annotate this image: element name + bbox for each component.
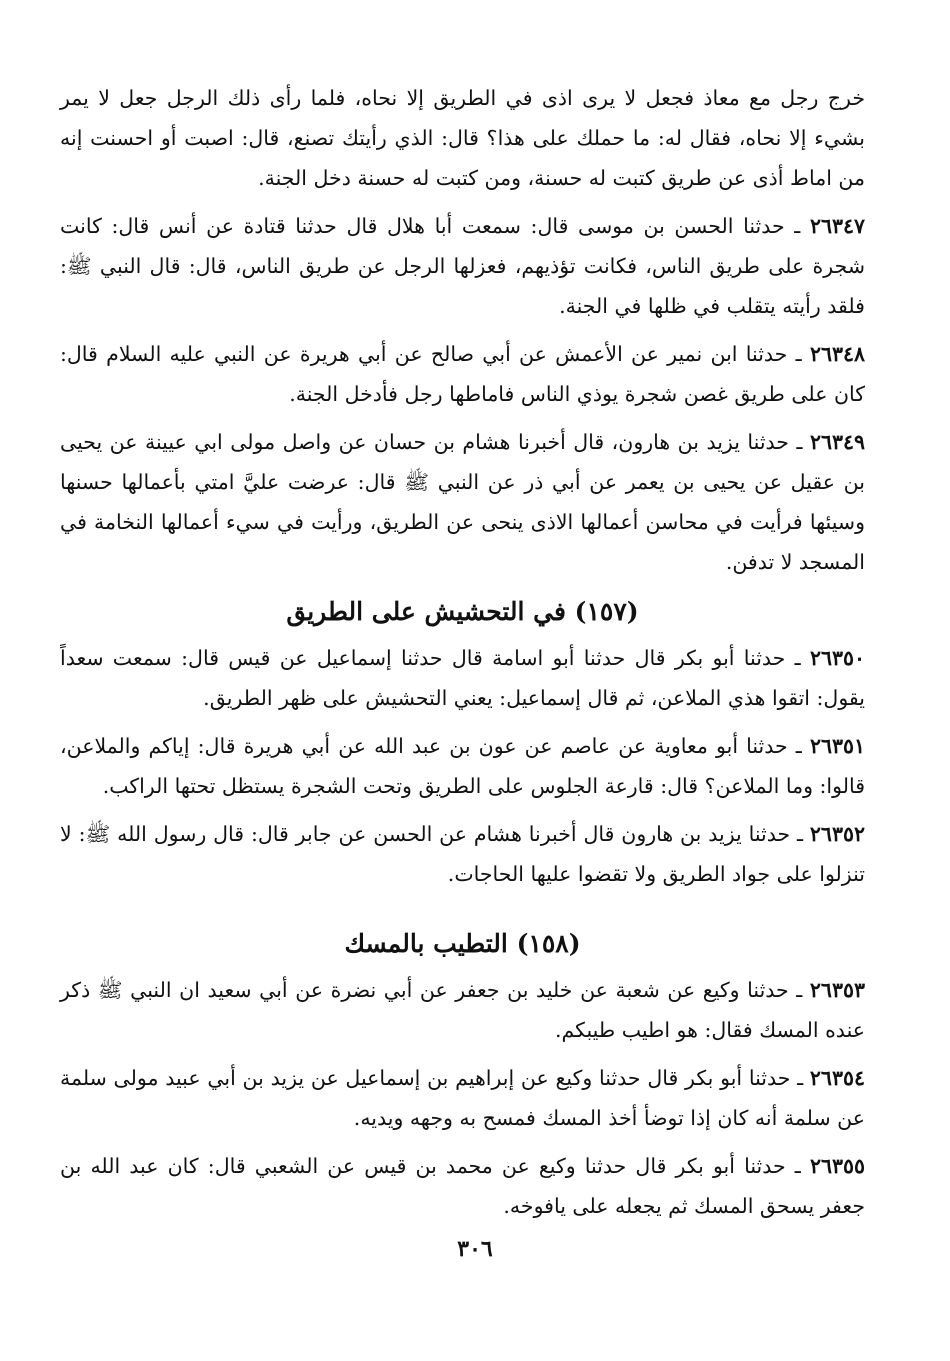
hadith-text: ـ حدثنا أبو بكر قال حدثنا وكيع عن إبراهيم بن إسماعيل عن يزيد بن أبي عبيد مولى سلمة عن سلمة أنه كان إذا توضأ أخذ المسك فمسح به وجهه ويديه. <box>60 1066 865 1130</box>
hadith-number: ٢٦٣٥٠ <box>809 646 865 670</box>
section-heading-157: (١٥٧) في التحشيش على الطريق <box>286 597 639 626</box>
hadith-26348 <box>60 334 865 414</box>
paragraph-text: خرج رجل مع معاذ فجعل لا يرى اذى في الطريق إلا نحاه، فلما رأى ذلك الرجل جعل لا يمر بشيء إلا نحاه، فقال له: ما حملك على هذا؟ قال: الذي رأيتك تصنع، قال: اصبت أو احسنت إنه من اماط أذى عن طريق كتبت له حسنة، ومن كتبت له حسنة دخل الجنة. <box>60 86 865 190</box>
hadith-number: ٢٦٣٥٥ <box>809 1154 865 1178</box>
hadith-26347 <box>60 206 865 326</box>
hadith-26352 <box>60 814 865 894</box>
section-heading-158: (١٥٨) التطيب بالمسك <box>344 929 581 958</box>
hadith-text: ـ حدثنا ابن نمير عن الأعمش عن أبي صالح عن أبي هريرة عن النبي عليه السلام قال: كان على طريق غصن شجرة يوذي الناس فاماطها رجل فأدخل الجنة. <box>60 342 865 406</box>
hadith-number: ٢٦٣٤٩ <box>809 430 865 454</box>
paragraph-continuation <box>60 78 865 198</box>
page-number: ٣٠٦ <box>457 1236 493 1262</box>
hadith-26351 <box>60 726 865 806</box>
hadith-text: ـ حدثنا أبو بكر قال حدثنا أبو اسامة قال حدثنا إسماعيل عن قيس قال: سمعت سعداً يقول: اتقوا هذي الملاعن، ثم قال إسماعيل: يعني التحشيش على ظهر الطريق. <box>60 646 865 710</box>
hadith-text: ـ حدثنا يزيد بن هارون، قال أخبرنا هشام بن حسان عن واصل مولى ابي عيينة عن يحيى بن عقيل عن يحيى بن يعمر عن أبي ذر عن النبي ﷺ قال: عرضت عليَّ امتي بأعمالها حسنها وسيئها فرأيت في محاسن أعمالها الاذى ينحى عن الطريق، ورأيت في سيء أعمالها النخامة في المسجد لا تدفن. <box>60 430 865 574</box>
hadith-text: ـ حدثنا يزيد بن هارون قال أخبرنا هشام عن الحسن عن جابر قال: قال رسول الله ﷺ: لا تنزلوا على جواد الطريق ولا تقضوا عليها الحاجات. <box>60 822 865 886</box>
hadith-number: ٢٦٣٥٢ <box>809 822 865 846</box>
hadith-26350 <box>60 638 865 718</box>
hadith-26355 <box>60 1146 865 1226</box>
hadith-text: ـ حدثنا الحسن بن موسى قال: سمعت أبا هلال قال حدثنا قتادة عن أنس قال: كانت شجرة على طريق الناس، فكانت تؤذيهم، فعزلها الرجل عن طريق الناس، قال: قال النبي ﷺ: فلقد رأيته يتقلب في ظلها في الجنة. <box>60 214 865 318</box>
page-content <box>60 78 865 1234</box>
hadith-text: ـ حدثنا وكيع عن شعبة عن خليد بن جعفر عن أبي نضرة عن أبي سعيد ان النبي ﷺ ذكر عنده المسك فقال: هو اطيب طيبكم. <box>60 978 865 1042</box>
hadith-26354 <box>60 1058 865 1138</box>
hadith-26349 <box>60 422 865 582</box>
hadith-26353 <box>60 970 865 1050</box>
hadith-number: ٢٦٣٥١ <box>809 734 865 758</box>
hadith-number: ٢٦٣٥٣ <box>809 978 865 1002</box>
hadith-text: ـ حدثنا أبو معاوية عن عاصم عن عون بن عبد الله عن أبي هريرة قال: إياكم والملاعن، قالوا: وما الملاعن؟ قال: قارعة الجلوس على الطريق وتحت الشجرة يستظل تحتها الراكب. <box>60 734 865 798</box>
hadith-number: ٢٦٣٤٨ <box>809 342 865 366</box>
hadith-number: ٢٦٣٤٧ <box>809 214 865 238</box>
hadith-text: ـ حدثنا أبو بكر قال حدثنا وكيع عن محمد بن قيس عن الشعبي قال: كان عبد الله بن جعفر يسحق المسك ثم يجعله على يافوخه. <box>60 1154 865 1218</box>
hadith-number: ٢٦٣٥٤ <box>809 1066 865 1090</box>
